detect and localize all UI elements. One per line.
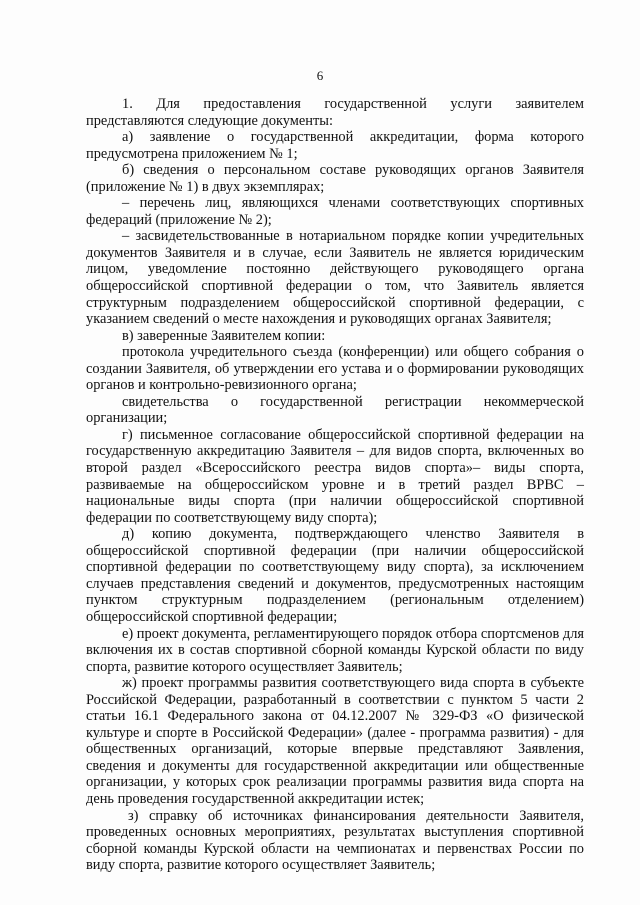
paragraph-registration-certificate: свидетельства о государственной регистрации некоммерческой организации; <box>86 393 584 427</box>
paragraph-v-certified-copies: в) заверенные Заявителем копии: <box>122 327 326 344</box>
paragraph-a-application: а) заявление о государственной аккредитации, форма которого предусмотрена приложением № 1; <box>86 129 584 162</box>
document-body <box>86 96 584 874</box>
paragraph-notarized-copies: – засвидетельствованные в нотариальном порядке копии учредительных документов Заявителя и в случае, если Заявитель не является юридическим лицом, уведомление постоянно действующего руководящего органа общероссийской спортивной федерации о том, что Заявитель является структурным подразделением общероссийской спортивной федерации, с указанием сведений о месте нахождения и руководящих органах Заявителя; <box>86 228 584 328</box>
paragraph-b-governing-bodies: б) сведения о персональном составе руководящих органов Заявителя (приложение № 1) в двух экземплярах; <box>86 162 584 195</box>
paragraph-zh-development-program: ж) проект программы развития соответствующего вида спорта в субъекте Российской Федерации, разработанный в соответствии с пунктом 5 части 2 статьи 16.1 Федерального закона от 04.12.2007 № 329-ФЗ «О физической культуре и спорте в Российской Федерации» (далее - программа развития) - для общественных организаций, которые впервые представляют Заявления, сведения и документы для государственной аккредитации или общественные организации, у которых срок реализации программы развития вида спорта на день проведения государственной аккредитации истек; <box>86 675 584 807</box>
paragraph-members-list: – перечень лиц, являющихся членами соответствующих спортивных федераций (приложение № 2); <box>86 195 584 228</box>
paragraph-1-intro: 1. Для предоставления государственной услуги заявителем представляются следующие документы: <box>86 96 584 129</box>
paragraph-g-federation-approval: г) письменное согласование общероссийской спортивной федерации на государственную аккредитацию Заявителя – для видов спорта, включенных во второй раздел «Всероссийского реестра видов спорта»– виды спорта, развиваемые на общероссийском уровне и в третий раздел ВРВС – национальные виды спорта (при наличии общероссийской спортивной федерации по соответствующему виду спорта); <box>86 426 584 526</box>
paragraph-z-funding-certificate: з) справку об источниках финансирования деятельности Заявителя, проведенных основных мероприятиях, результатах выступления спортивной сборной команды Курской области на чемпионатах и первенствах России по виду спорта, развитие которого осуществляет Заявитель; <box>86 807 584 874</box>
page-number: 6 <box>316 68 324 83</box>
paragraph-e-selection-project: е) проект документа, регламентирующего порядок отбора спортсменов для включения их в состав спортивной сборной команды Курской области по виду спорта, развитие которого осуществляет Заявитель; <box>86 625 584 675</box>
paragraph-protocol: протокола учредительного съезда (конференции) или общего собрания о создании Заявителя, об утверждении его устава и о формировании руководящих органов и контрольно-ревизионного органа; <box>86 344 584 394</box>
paragraph-d-membership-copy: д) копию документа, подтверждающего членство Заявителя в общероссийской спортивной федерации (при наличии общероссийской спортивной федерации по соответствующему виду спорта), за исключением случаев представления сведений и документов, предусмотренных настоящим пунктом структурным подразделением (региональным отделением) общероссийской спортивной федерации; <box>86 526 584 625</box>
